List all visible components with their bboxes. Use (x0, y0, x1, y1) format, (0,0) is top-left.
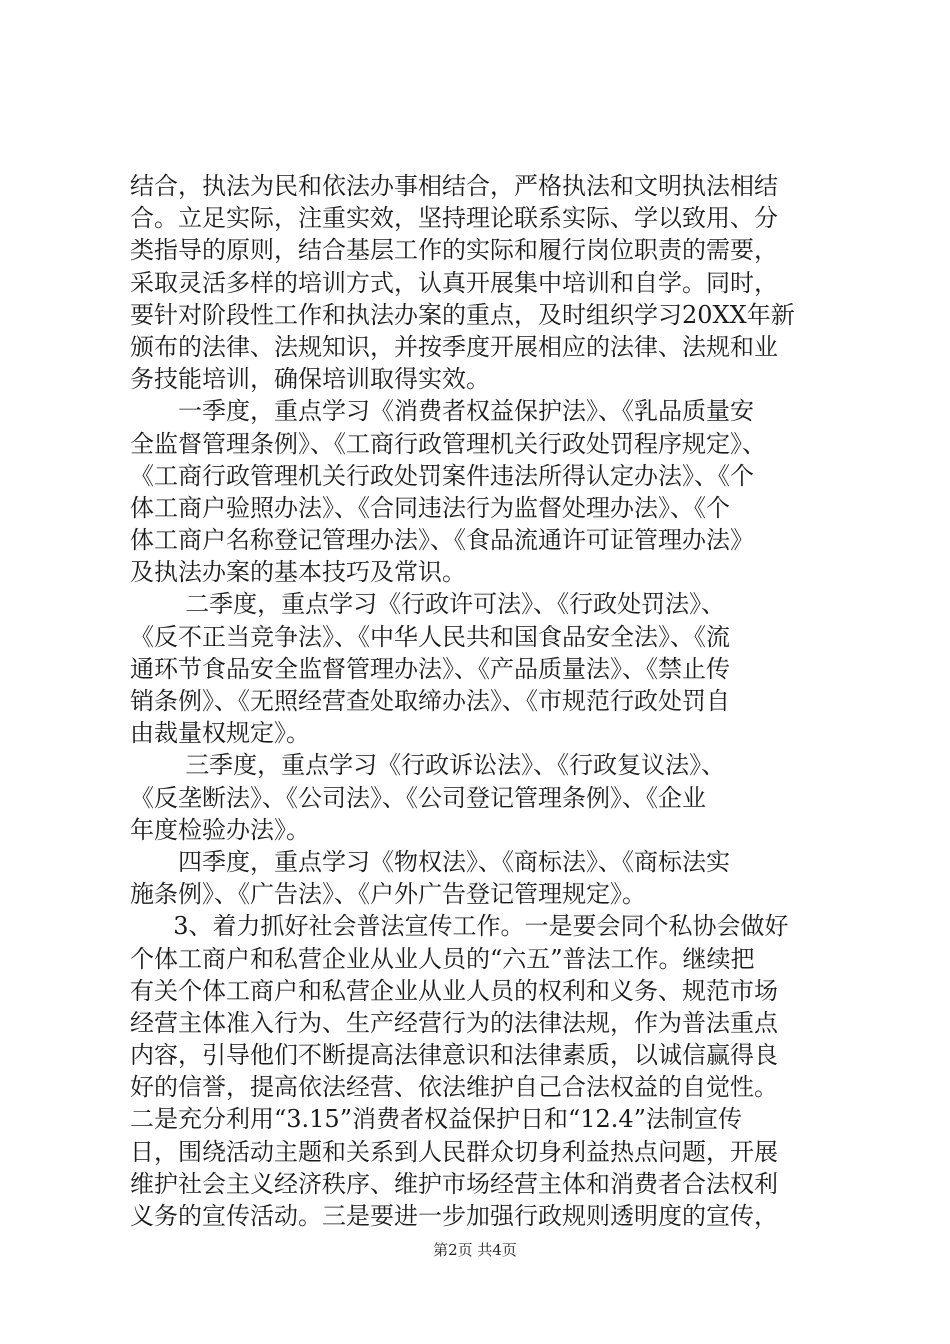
text-line: 日，围绕活动主题和关系到人民群众切身利益热点问题，开展 (130, 1137, 778, 1166)
text-line: 二季度，重点学习《行政许可法》、《行政处罚法》、 (185, 590, 726, 619)
text-line: 及执法办案的基本技巧及常识。 (130, 558, 466, 587)
page-footer: 第2页 共4页 (433, 1241, 517, 1259)
text-line: 《反垄断法》、《公司法》、《公司登记管理条例》、《企业 (130, 783, 706, 812)
document-body (130, 170, 830, 1232)
text-line: 销条例》、《无照经营查处取缔办法》、《市规范行政处罚自 (130, 687, 730, 715)
text-line: 个体工商户和私营企业从业人员的“六五”普法工作。继续把 (130, 944, 755, 973)
text-line: 体工商户名称登记管理办法》、《食品流通许可证管理办法》 (130, 526, 754, 555)
text-line: 3、着力抓好社会普法宣传工作。一是要会同个私协会做好 (173, 912, 789, 941)
text-line: 采取灵活多样的培训方式，认真开展集中培训和自学。同时， (130, 268, 778, 297)
text-line: 《工商行政管理机关行政处罚案件违法所得认定办法》、《个 (130, 461, 754, 490)
text-line: 务技能培训，确保培训取得实效。 (130, 365, 490, 394)
text-line: 合。立足实际，注重实效，坚持理论联系实际、学以致用、分 (130, 204, 778, 233)
text-line: 三季度，重点学习《行政诉讼法》、《行政复议法》、 (185, 751, 726, 780)
text-line: 二是充分利用“3.15”消费者权益保护日和“12.4”法制宣传 (130, 1105, 742, 1134)
text-line: 义务的宣传活动。三是要进一步加强行政规则透明度的宣传， (130, 1202, 778, 1230)
text-line: 经营主体准入行为、生产经营行为的法律法规，作为普法重点 (130, 1008, 778, 1037)
text-line: 《反不正当竞争法》、《中华人民共和国食品安全法》、《流 (130, 622, 730, 651)
text-line: 年度检验办法》。 (130, 815, 310, 844)
text-line: 颁布的法律、法规知识，并按季度开展相应的法律、法规和业 (130, 332, 778, 361)
text-line: 内容，引导他们不断提高法律意识和法律素质，以诚信赢得良 (130, 1041, 778, 1070)
text-line: 类指导的原则，结合基层工作的实际和履行岗位职责的需要， (130, 236, 778, 265)
text-line: 有关个体工商户和私营企业从业人员的权利和义务、规范市场 (130, 976, 778, 1005)
text-line: 好的信誉，提高依法经营、依法维护自己合法权益的自觉性。 (130, 1073, 778, 1102)
text-line: 全监督管理条例》、《工商行政管理机关行政处罚程序规定》、 (130, 429, 766, 458)
text-line: 四季度，重点学习《物权法》、《商标法》、《商标法实 (178, 847, 730, 876)
text-line: 结合，执法为民和依法办事相结合，严格执法和文明执法相结 (130, 172, 778, 200)
text-line: 一季度，重点学习《消费者权益保护法》、《乳品质量安 (178, 397, 754, 426)
text-line: 要针对阶段性工作和执法办案的重点，及时组织学习20XX年新 (130, 300, 795, 329)
text-line: 体工商户验照办法》、《合同违法行为监督处理办法》、《个 (130, 493, 730, 522)
text-line: 通环节食品安全监督管理办法》、《产品质量法》、《禁止传 (130, 654, 730, 683)
text-line: 维护社会主义经济秩序、维护市场经营主体和消费者合法权利 (130, 1169, 778, 1198)
text-line: 施条例》、《广告法》、《户外广告登记管理规定》。 (130, 880, 646, 909)
text-line: 由裁量权规定》。 (130, 719, 310, 748)
